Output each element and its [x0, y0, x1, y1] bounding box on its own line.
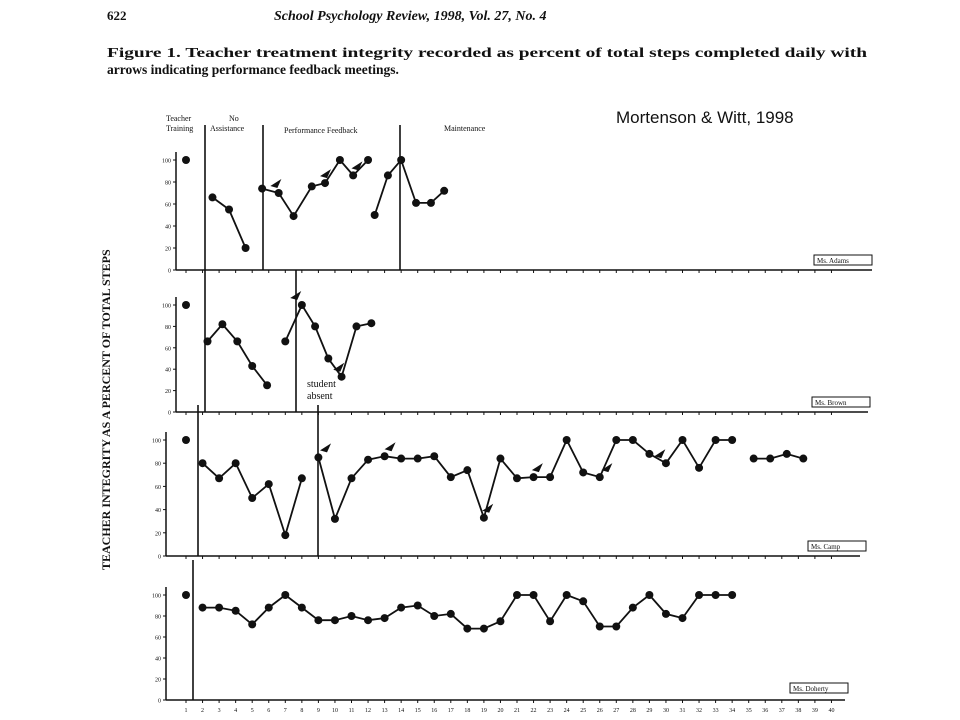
caption-line-2: arrows indicating performance feedback meetings. — [107, 62, 399, 77]
data-point — [348, 612, 356, 620]
data-point — [348, 474, 356, 482]
data-point — [182, 301, 190, 309]
data-point — [766, 455, 774, 463]
data-point — [352, 322, 360, 330]
data-point — [645, 450, 653, 458]
x-tick-label: 1 — [184, 708, 188, 714]
caption-line-1: Figure 1. Teacher treatment integrity recorded as percent of total steps completed daily with — [107, 45, 868, 60]
data-point — [208, 193, 216, 201]
x-tick-label: 22 — [530, 708, 537, 714]
data-point — [513, 474, 521, 482]
x-tick-label: 13 — [381, 708, 388, 714]
y-tick-label: 20 — [165, 246, 171, 253]
x-tick-label: 34 — [729, 708, 736, 714]
y-tick-label: 40 — [155, 656, 161, 663]
data-point — [513, 591, 521, 599]
data-point — [364, 456, 372, 464]
data-point — [281, 337, 289, 345]
y-tick-label: 80 — [155, 614, 161, 621]
data-point — [258, 185, 266, 193]
x-tick-label: 19 — [480, 708, 487, 714]
data-point — [563, 591, 571, 599]
x-tick-label: 14 — [398, 708, 405, 714]
phase-label-training-1: Teacher — [166, 114, 192, 123]
y-tick-label: 100 — [152, 593, 161, 600]
data-point — [447, 473, 455, 481]
x-tick-label: 9 — [316, 708, 320, 714]
page-number: 622 — [107, 8, 127, 23]
data-point — [679, 614, 687, 622]
data-point — [336, 156, 344, 164]
data-point — [275, 189, 283, 197]
data-point — [629, 436, 637, 444]
data-point — [679, 436, 687, 444]
x-tick-label: 27 — [613, 708, 620, 714]
x-tick-label: 32 — [696, 708, 703, 714]
feedback-arrow — [385, 442, 396, 451]
data-point — [331, 616, 339, 624]
y-tick-label: 0 — [158, 698, 161, 705]
series-line-maintenance — [375, 160, 445, 215]
data-point — [430, 452, 438, 460]
y-tick-label: 60 — [165, 202, 171, 209]
phase-label-no-assist-2: Assistance — [210, 124, 245, 133]
y-tick-label: 100 — [152, 438, 161, 445]
y-tick-label: 60 — [165, 346, 171, 353]
data-point — [331, 515, 339, 523]
x-tick-label: 20 — [497, 708, 504, 714]
data-point — [381, 452, 389, 460]
data-point — [397, 455, 405, 463]
data-point — [263, 381, 271, 389]
x-tick-label: 5 — [250, 708, 254, 714]
data-point — [371, 211, 379, 219]
data-point — [314, 453, 322, 461]
data-point — [298, 301, 306, 309]
data-point — [579, 597, 587, 605]
data-point — [414, 455, 422, 463]
x-tick-label: 23 — [547, 708, 554, 714]
x-tick-label: 29 — [646, 708, 653, 714]
x-tick-label: 10 — [331, 708, 338, 714]
data-point — [248, 620, 256, 628]
data-point — [750, 455, 758, 463]
x-tick-label: 37 — [778, 708, 785, 714]
data-point — [248, 494, 256, 502]
phase-label-no-assist-1: No — [229, 114, 239, 123]
x-tick-label: 18 — [464, 708, 471, 714]
data-point — [440, 187, 448, 195]
data-point — [233, 337, 241, 345]
x-tick-label: 25 — [580, 708, 587, 714]
x-tick-label: 7 — [283, 708, 287, 714]
teacher-label: Ms. Brown — [815, 399, 847, 407]
x-tick-label: 17 — [447, 708, 454, 714]
x-tick-label: 8 — [300, 708, 304, 714]
y-tick-label: 100 — [162, 303, 171, 310]
x-tick-label: 15 — [414, 708, 421, 714]
x-tick-label: 3 — [217, 708, 221, 714]
annotation-line-1: student — [307, 379, 336, 390]
teacher-label: Ms. Adams — [817, 257, 849, 265]
data-point — [298, 604, 306, 612]
data-point — [546, 617, 554, 625]
data-point — [463, 466, 471, 474]
x-tick-label: 2 — [201, 708, 205, 714]
data-point — [480, 514, 488, 522]
x-tick-label: 36 — [762, 708, 769, 714]
data-point — [412, 199, 420, 207]
series-line-feedback — [318, 440, 732, 519]
y-tick-label: 0 — [168, 410, 171, 417]
phase-label-training-2: Training — [166, 124, 194, 133]
x-tick-label: 38 — [795, 708, 802, 714]
data-point — [662, 459, 670, 467]
x-tick-label: 35 — [745, 708, 752, 714]
data-point — [712, 436, 720, 444]
y-tick-label: 40 — [155, 508, 161, 515]
y-tick-label: 80 — [165, 180, 171, 187]
data-point — [215, 604, 223, 612]
data-point — [612, 436, 620, 444]
journal-title: School Psychology Review, 1998, Vol. 27, No. 4 — [274, 9, 547, 24]
x-tick-label: 39 — [811, 708, 818, 714]
feedback-arrow — [320, 443, 331, 452]
y-tick-label: 80 — [165, 324, 171, 331]
data-point — [496, 455, 504, 463]
teacher-label: Ms. Doherty — [793, 685, 829, 693]
data-point — [182, 436, 190, 444]
y-tick-label: 80 — [155, 461, 161, 468]
feedback-arrow — [532, 463, 543, 472]
data-point — [199, 604, 207, 612]
series-line-maintenance — [754, 454, 804, 459]
data-point — [427, 199, 435, 207]
data-point — [530, 591, 538, 599]
data-point — [799, 455, 807, 463]
series-line-no-assistance — [208, 324, 268, 385]
phase-label-maintenance: Maintenance — [444, 124, 486, 133]
data-point — [324, 355, 332, 363]
citation: Mortenson & Witt, 1998 — [616, 108, 794, 127]
y-tick-label: 40 — [165, 367, 171, 374]
data-point — [712, 591, 720, 599]
data-point — [349, 171, 357, 179]
data-point — [381, 614, 389, 622]
y-axis-label: TEACHER INTEGRITY AS A PERCENT OF TOTAL STEPS — [99, 249, 113, 570]
y-tick-label: 100 — [162, 158, 171, 165]
data-point — [546, 473, 554, 481]
data-point — [199, 459, 207, 467]
x-tick-label: 16 — [431, 708, 438, 714]
data-point — [281, 591, 289, 599]
x-tick-label: 26 — [596, 708, 603, 714]
data-point — [242, 244, 250, 252]
y-tick-label: 0 — [168, 268, 171, 275]
data-point — [338, 373, 346, 381]
data-point — [367, 319, 375, 327]
data-point — [281, 531, 289, 539]
x-tick-label: 31 — [679, 708, 686, 714]
data-point — [218, 320, 226, 328]
data-point — [232, 607, 240, 615]
feedback-arrow — [351, 161, 362, 170]
data-point — [496, 617, 504, 625]
data-point — [430, 612, 438, 620]
data-point — [530, 473, 538, 481]
x-tick-label: 11 — [348, 708, 355, 714]
y-tick-label: 20 — [155, 677, 161, 684]
series-line-no-assistance — [213, 197, 246, 248]
series-line-feedback — [203, 595, 733, 629]
data-point — [414, 602, 422, 610]
data-point — [645, 591, 653, 599]
data-point — [695, 464, 703, 472]
data-point — [728, 436, 736, 444]
data-point — [579, 468, 587, 476]
data-point — [596, 473, 604, 481]
data-point — [563, 436, 571, 444]
annotation-line-2: absent — [307, 391, 333, 402]
data-point — [248, 362, 256, 370]
data-point — [321, 179, 329, 187]
series-line-feedback — [285, 305, 371, 377]
x-tick-label: 24 — [563, 708, 570, 714]
y-tick-label: 40 — [165, 224, 171, 231]
teacher-label: Ms. Camp — [811, 543, 841, 551]
x-tick-label: 4 — [234, 708, 238, 714]
data-point — [397, 604, 405, 612]
chart-layer — [152, 125, 872, 714]
data-point — [397, 156, 405, 164]
data-point — [308, 182, 316, 190]
data-point — [182, 156, 190, 164]
data-point — [265, 480, 273, 488]
feedback-arrow — [270, 179, 281, 188]
data-point — [662, 610, 670, 618]
data-point — [596, 623, 604, 631]
data-point — [480, 625, 488, 633]
data-point — [311, 322, 319, 330]
data-point — [232, 459, 240, 467]
data-point — [728, 591, 736, 599]
data-point — [225, 206, 233, 214]
phase-label-feedback: Performance Feedback — [284, 126, 358, 135]
x-tick-label: 33 — [712, 708, 719, 714]
x-tick-label: 21 — [514, 708, 520, 714]
data-point — [290, 212, 298, 220]
data-point — [695, 591, 703, 599]
y-tick-label: 60 — [155, 635, 161, 642]
data-point — [204, 337, 212, 345]
data-point — [182, 591, 190, 599]
data-point — [783, 450, 791, 458]
data-point — [215, 474, 223, 482]
x-tick-label: 30 — [662, 708, 669, 714]
data-point — [314, 616, 322, 624]
y-tick-label: 20 — [165, 389, 171, 396]
data-point — [265, 604, 273, 612]
data-point — [384, 171, 392, 179]
x-tick-label: 12 — [365, 708, 372, 714]
data-point — [364, 156, 372, 164]
data-point — [463, 625, 471, 633]
data-point — [629, 604, 637, 612]
data-point — [298, 474, 306, 482]
y-tick-label: 20 — [155, 531, 161, 538]
x-tick-label: 28 — [629, 708, 636, 714]
x-tick-label: 40 — [828, 708, 835, 714]
data-point — [364, 616, 372, 624]
data-point — [612, 623, 620, 631]
x-tick-label: 6 — [267, 708, 271, 714]
data-point — [447, 610, 455, 618]
y-tick-label: 0 — [158, 554, 161, 561]
y-tick-label: 60 — [155, 484, 161, 491]
